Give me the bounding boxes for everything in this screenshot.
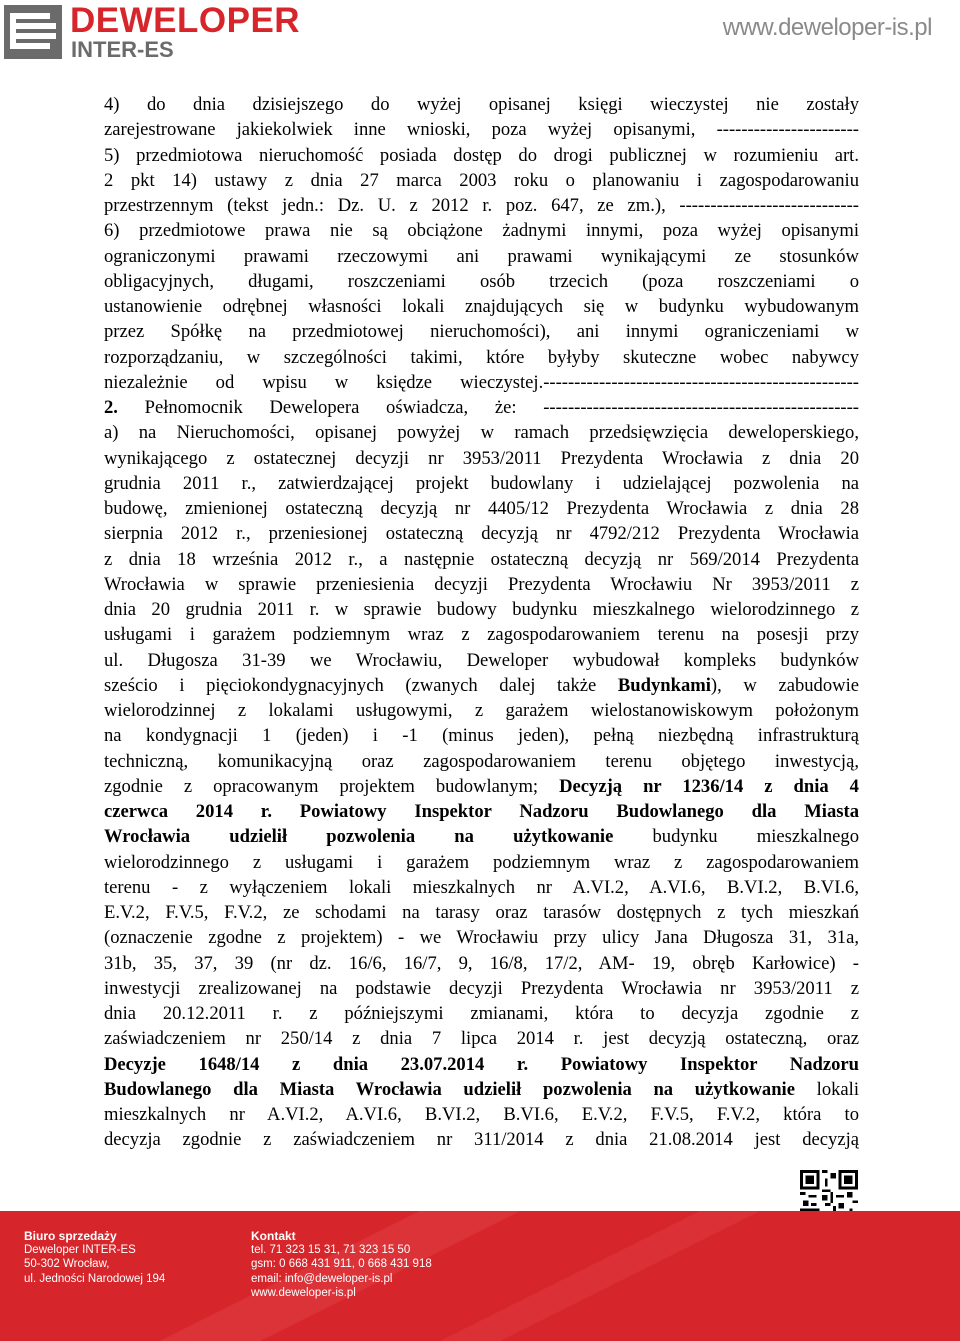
text-line (104, 824, 859, 849)
text-line (104, 673, 859, 698)
text-line: na kondygnacji 1 (jeden) i -1 (minus jeden), pełną niezbędną infrastrukturą (104, 725, 859, 747)
text-line (104, 1077, 859, 1102)
text-line (104, 395, 859, 420)
section-number: 2. (104, 397, 118, 418)
text-line (104, 1052, 859, 1077)
bold-term: Decyzje 1648/14 z dnia 23.07.2014 r. Powiatowy Inspektor Nadzoru (104, 1053, 859, 1075)
document-body (104, 92, 859, 1153)
text-line: 4) do dnia dzisiejszego do wyżej opisanej księgi wieczystej nie zostały (104, 94, 859, 115)
text-line: ul. Długosza 31-39 we Wrocławiu, Deweloper wybudował kompleks budynków (104, 649, 859, 671)
contact-phone[interactable]: tel. 71 323 15 31, 71 323 15 50 (251, 1244, 411, 1257)
text-line: a) na Nieruchomości, opisanej powyżej w ramach przedsięwzięcia deweloperskiego, (104, 422, 859, 444)
logo-name: DEWELOPER (70, 1, 301, 40)
bold-term: Decyzją nr 1236/14 z dnia 4 (559, 775, 859, 797)
text-line: budowę, zmienionej ostateczną decyzją nr 4405/12 Prezydenta Wrocławia z dnia 28 (104, 498, 859, 519)
text-line: 6) przedmiotowe prawa nie są obciążone żadnymi innymi, poza wyżej opisanymi (104, 220, 859, 242)
sales-office-city: 50-302 Wrocław, (24, 1258, 110, 1271)
text-line: ograniczonymi prawami rzeczowymi ani prawami wynikającymi ze stosunków (104, 245, 859, 267)
text-line: przestrzennym (tekst jedn.: Dz. U. z 2012 r. poz. 647, ze zm.), ----------------------------- (104, 195, 859, 216)
text-line: obligacyjnych, długami, roszczeniami osób trzecich (poza roszczeniami o (104, 270, 859, 292)
company-logo[interactable] (4, 3, 324, 63)
text-line: z dnia 18 września 2012 r., a następnie ostateczną decyzją nr 569/2014 Prezydenta (104, 548, 859, 570)
text-line: usługami i garażem podziemnym wraz z zagospodarowaniem terenu na posesji przy (104, 624, 859, 646)
text-line: dnia 20 grudnia 2011 r. w sprawie budowy budynku mieszkalnego wielorodzinnego z (104, 599, 859, 620)
text-line: 2 pkt 14) ustawy z dnia 27 marca 2003 roku o planowaniu i zagospodarowaniu (104, 169, 859, 191)
bold-term: Budowlanego dla Miasta Wrocławia udzielił pozwolenia na użytkowanie (104, 1078, 795, 1100)
sales-office-title: Biuro sprzedaży (24, 1229, 117, 1243)
text-segment: zgodnie z opracowanym projektem budowlanym; (104, 775, 560, 797)
text-line: E.V.2, F.V.5, F.V.2, ze schodami na tarasy oraz tarasów dostępnych z tych mieszkań (104, 902, 859, 923)
text-line: inwestycji zrealizowanej na podstawie decyzji Prezydenta Wrocławia nr 3953/2011 z (104, 977, 859, 999)
text-line: niezależnie od wpisu w księdze wieczystej.--------------------------------------------------- (104, 371, 859, 393)
contact-email-link[interactable]: email: info@deweloper-is.pl (251, 1272, 393, 1285)
text-line: zaświadczeniem nr 250/14 z dnia 7 lipca 2014 r. jest decyzją ostateczną, oraz (104, 1028, 859, 1050)
text-segment: Pełnomocnik Dewelopera oświadcza, że: --------------------------------------------------- (117, 397, 859, 418)
sales-office-street: ul. Jedności Narodowej 194 (24, 1272, 166, 1285)
contact-block (251, 1229, 432, 1300)
logo-subtitle: INTER-ES (71, 37, 174, 62)
sales-office-block (24, 1229, 165, 1286)
text-line: wielorodzinnego z usługami i garażem podziemnym wraz z zagospodarowaniem (104, 851, 859, 873)
sales-office-company: Deweloper INTER-ES (24, 1244, 136, 1257)
logo-mark-icon (4, 5, 62, 59)
text-line: (oznaczenie zgodne z projektem) - we Wrocławiu przy ulicy Jana Długosza 31, 31a, (104, 927, 859, 949)
page-footer (0, 1211, 960, 1341)
text-line: grudnia 2011 r., zatwierdzającej projekt budowlany i udzielającej pozwolenia na (104, 472, 859, 494)
text-line (104, 799, 859, 824)
bold-term: Budynkami (617, 674, 711, 696)
text-line: Wrocławia w sprawie przeniesienia decyzji Prezydenta Wrocławiu Nr 3953/2011 z (104, 573, 859, 595)
text-line: zarejestrowane jakiekolwiek inne wnioski, poza wyżej opisanymi, ----------------------- (104, 119, 859, 141)
contact-title: Kontakt (251, 1229, 296, 1243)
text-segment: sześcio i pięciokondygnacyjnych (zwanych dalej także (104, 674, 618, 696)
text-line: 5) przedmiotowa nieruchomość posiada dostęp do drogi publicznej w rozumieniu art. (104, 144, 859, 166)
text-line: 31b, 35, 37, 39 (nr dz. 16/6, 16/7, 9, 16/8, 17/2, AM- 19, obręb Karłowice) - (104, 952, 859, 974)
text-line: techniczną, komunikacyjną oraz zagospodarowaniem terenu objętego inwestycją, (104, 750, 859, 772)
text-segment: lokali (794, 1078, 859, 1100)
text-segment: ), w zabudowie (710, 674, 859, 696)
text-line: wielorodzinnej z lokalami usługowymi, z garażem wielostanowiskowym położonym (104, 700, 859, 721)
text-segment: budynku mieszkalnego (613, 826, 859, 848)
contact-website-link[interactable]: www.deweloper-is.pl (251, 1286, 356, 1299)
contact-gsm[interactable]: gsm: 0 668 431 911, 0 668 431 918 (251, 1258, 432, 1271)
text-line: decyzja zgodnie z zaświadczeniem nr 311/2014 z dnia 21.08.2014 jest decyzją (104, 1129, 859, 1151)
text-line: dnia 20.12.2011 r. z późniejszymi zmianami, która to decyzja zgodnie z (104, 1003, 859, 1024)
text-line: mieszkalnych nr A.VI.2, A.VI.6, B.VI.2, B.VI.6, E.V.2, F.V.5, F.V.2, która to (104, 1104, 859, 1125)
bold-term: czerwca 2014 r. Powiatowy Inspektor Nadzoru Budowlanego dla Miasta (104, 801, 859, 822)
bold-term: Wrocławia udzielił pozwolenia na użytkowanie (104, 826, 614, 848)
text-line: terenu - z wyłączeniem lokali mieszkalnych nr A.VI.2, A.VI.6, B.VI.2, B.VI.6, (104, 876, 859, 898)
header-website-link[interactable]: www.deweloper-is.pl (722, 14, 932, 41)
text-line: rozporządzaniu, w szczególności takimi, które byłyby skuteczne wobec nabywcy (104, 346, 859, 368)
text-line: wynikającego z ostatecznej decyzji nr 3953/2011 Prezydenta Wrocławia z dnia 20 (104, 447, 859, 469)
text-line: ustanowienie odrębnej własności lokali znajdujących się w budynku wybudowanym (104, 296, 859, 317)
page-header (0, 0, 960, 70)
text-line: sierpnia 2012 r., przeniesionej ostateczną decyzją nr 4792/212 Prezydenta Wrocławia (104, 523, 859, 545)
text-line: przez Spółkę na przedmiotowej nieruchomości), ani innymi ograniczeniami w (104, 321, 859, 343)
text-line (104, 774, 859, 799)
